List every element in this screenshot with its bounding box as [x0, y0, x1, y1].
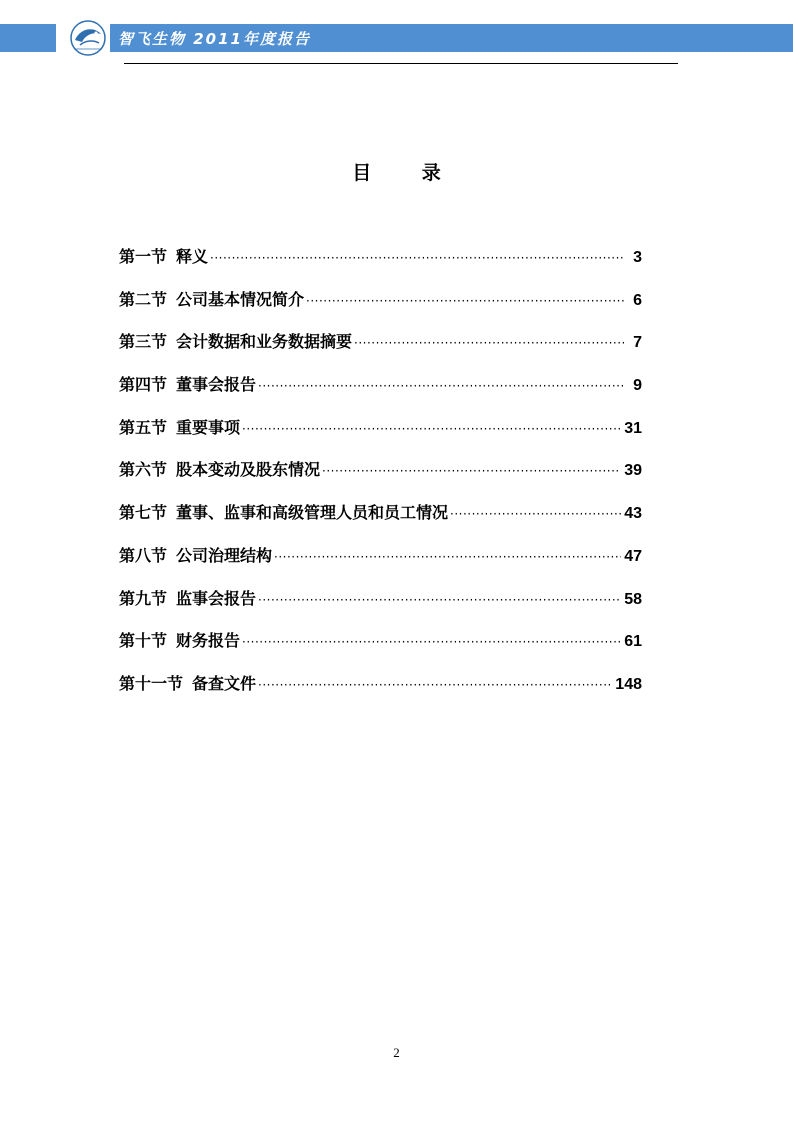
toc-entry-leader [210, 251, 625, 265]
header-bar-gap [56, 24, 66, 52]
toc-entry-section: 第八节 [119, 545, 168, 565]
company-logo-icon [66, 18, 110, 58]
page-number: 2 [393, 1045, 400, 1060]
toc-entry-section: 第六节 [119, 460, 168, 480]
toc-entry-section: 第四节 [119, 375, 168, 395]
toc-entry-section: 第十节 [119, 631, 168, 651]
toc-entry-title: 公司治理结构 [176, 545, 273, 565]
toc-entry-page: 58 [624, 590, 642, 608]
header-bar [0, 24, 793, 52]
header-title: 智飞生物 2011年度报告 [118, 30, 311, 48]
toc-entry[interactable] [119, 671, 642, 714]
toc-entry-title: 会计数据和业务数据摘要 [176, 332, 353, 352]
toc-list [119, 244, 642, 714]
toc-title: 目 录 [352, 162, 463, 184]
toc-entry-leader [306, 294, 625, 308]
toc-entry-leader [258, 678, 612, 692]
toc-entry-page: 61 [624, 633, 642, 651]
toc-entry-title: 监事会报告 [176, 588, 257, 608]
toc-entry-label [119, 500, 448, 523]
toc-entry-page: 7 [633, 334, 642, 352]
toc-entry-leader [450, 507, 621, 521]
toc-entry-title: 股本变动及股东情况 [176, 460, 321, 480]
toc-entry-section: 第一节 [119, 247, 168, 266]
toc-entry-label [119, 287, 304, 310]
toc-entry-section: 第九节 [119, 588, 168, 608]
toc-entry-title: 公司基本情况简介 [176, 289, 305, 309]
toc-entry[interactable] [119, 415, 642, 458]
toc-entry[interactable] [119, 543, 642, 586]
toc-entry[interactable] [119, 628, 642, 671]
toc-entry-label [119, 457, 320, 480]
toc-entry-leader [258, 379, 625, 393]
toc-entry-page: 39 [624, 462, 642, 480]
toc-entry-leader [242, 422, 621, 436]
toc-entry[interactable] [119, 287, 642, 330]
toc-entry-label [119, 586, 256, 609]
toc-entry-leader [322, 464, 621, 478]
toc-entry-title: 重要事项 [176, 417, 241, 437]
toc-entry-label [119, 415, 240, 438]
toc-entry-title: 董事、监事和高级管理人员和员工情况 [176, 503, 449, 523]
toc-entry-leader [258, 593, 621, 607]
toc-entry-label [119, 671, 256, 694]
toc-entry-page: 3 [633, 249, 642, 266]
toc-entry[interactable] [119, 457, 642, 500]
toc-entry-section: 第五节 [119, 417, 168, 437]
toc-entry-page: 9 [633, 377, 642, 395]
toc-entry-label [119, 329, 352, 352]
toc-entry[interactable] [119, 244, 642, 287]
toc-entry-section: 第七节 [119, 503, 168, 523]
toc-entry-section: 第十一节 [119, 673, 184, 693]
toc-entry-section: 第三节 [119, 332, 168, 352]
toc-entry-label [119, 628, 240, 651]
toc-entry-title: 财务报告 [176, 631, 241, 651]
toc-entry[interactable] [119, 586, 642, 629]
toc-entry-title: 释义 [176, 247, 209, 266]
toc-entry[interactable] [119, 500, 642, 543]
toc-entry-page: 31 [624, 419, 642, 437]
toc-entry-title: 备查文件 [192, 673, 257, 693]
toc-entry-page: 148 [615, 675, 642, 693]
toc-entry-page: 43 [624, 505, 642, 523]
toc-entry-leader [274, 550, 621, 564]
toc-entry-label [119, 244, 208, 267]
toc-entry-section: 第二节 [119, 289, 168, 309]
toc-entry-label [119, 543, 272, 566]
header-divider [124, 63, 678, 64]
toc-entry-leader [242, 635, 621, 649]
toc-entry-title: 董事会报告 [176, 375, 257, 395]
toc-entry[interactable] [119, 372, 642, 415]
toc-entry-page: 6 [633, 291, 642, 309]
toc-entry-leader [354, 336, 625, 350]
toc-entry-label [119, 372, 256, 395]
toc-entry-page: 47 [624, 547, 642, 565]
toc-entry[interactable] [119, 329, 642, 372]
